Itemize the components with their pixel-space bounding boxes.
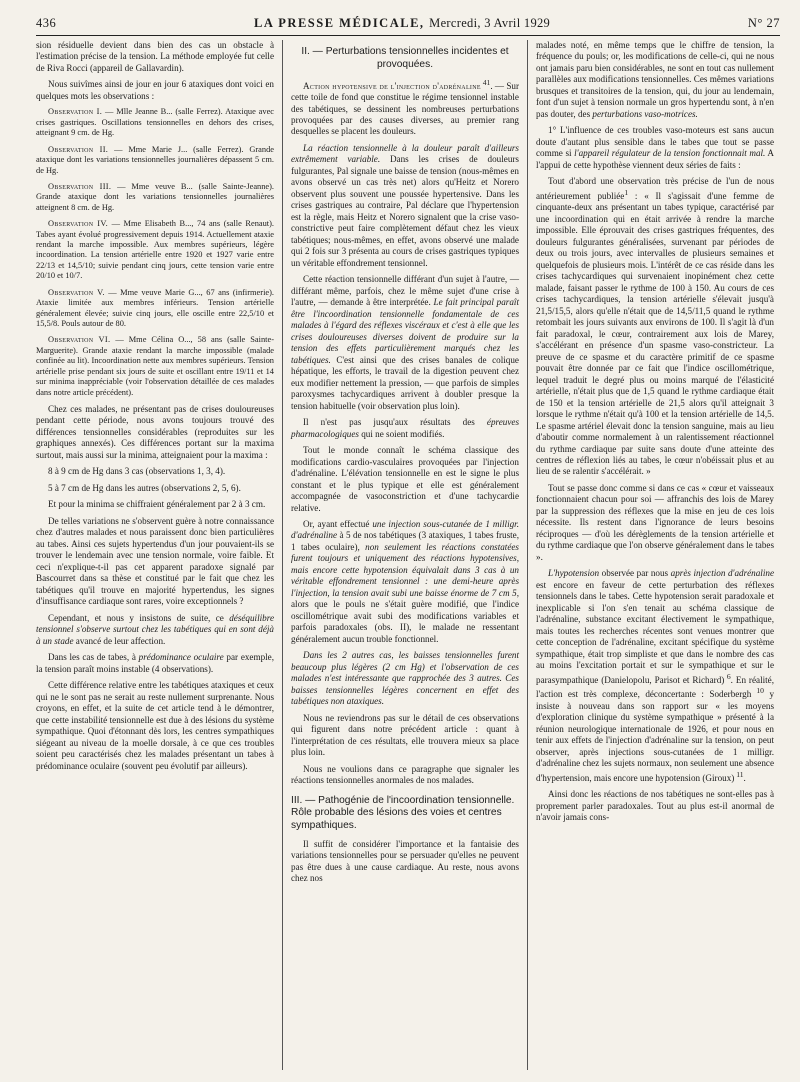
column-1: [36, 40, 282, 1070]
footnote-ref: 6: [724, 671, 731, 681]
paragraph: [536, 40, 774, 120]
observation-label: Observation V.: [48, 287, 105, 297]
footnote-ref: 1: [624, 187, 629, 197]
paragraph: Et pour la minima se chiffraient généralement par 2 à 3 cm.: [48, 499, 266, 510]
text-run: 1° L'influence de ces troubles vaso-moteurs est sans aucun doute d'autant plus sensible dans le tabes que tout se passe comme si: [536, 125, 774, 159]
paragraph: [536, 125, 774, 171]
italic-run: déséquilibre tensionnel s'observe surtout chez les tabétiques qui en sont déjà à un stade: [36, 612, 274, 646]
paragraph: [291, 143, 519, 269]
observation-1: [36, 107, 274, 138]
observation-3: [36, 182, 274, 213]
paragraph: Tout se passe donc comme si dans ce cas « cœur et vaisseaux fonctionnaient chacun pour soi — affranchis des lois de Marey par la suppression des réflexes que la mise en jeu de ces lois nécessite. Ils restent dans l'ignorance de leurs besoins réciproques — d'où les dérèglements de la tension artérielle et du rythme cardiaque que l'on observe généralement dans le tabes ».: [536, 482, 774, 562]
page-header: [36, 10, 780, 36]
run-in-heading: Action hypotensive de l'injection d'adrénaline: [303, 80, 481, 91]
paragraph: [36, 613, 274, 647]
observation-label: Observation II.: [48, 144, 109, 154]
text-run: . En réalité, l'action est très complexe, déconcertante : Soderbergh: [536, 674, 774, 700]
text-run: . — Sur cette toile de fond que constitue le régime tensionnel instable des tabétiques, se dessinent les nombreuses perturbations provoquées par des causes diverses, au premier rang desquelles se placent les douleurs.: [291, 80, 519, 137]
observation-4: [36, 219, 274, 282]
text-run: malades noté, en même temps que le chiffre de tension, la fréquence du pouls; or, les modifications de celle-ci, qui ne nous ont jamais paru bien considérables, ne sont en tout cas nullement parallèles aux modifications tensionnelles. Ces mêmes variations brusques et transitoires de la tension, qui, du jour au lendemain, font d'un sujet à tension normale un gros hypertendu sont, à n'en pas douter, des: [536, 40, 774, 119]
text-run: Dans les crises de douleurs fulgurantes, Pal signale une baisse de tension (nous-mêmes en avons observé un cas très net) alors qu'Heitz et Norero observent plus souvent une poussée hypertensive. Dans les crises gastriques au contraire, Pal déclare que l'hypertension est la règle, mais Heitz et Norero signalent que la crise vaso-constrictive peut faire complètement défaut chez les vieux tabétiques; nous-mêmes, en effet, avons observé une malade qui 2 fois sur 3 présenta au cours de crises gastriques typiques un véritable effondrement tensionnel.: [291, 154, 519, 268]
text-run: Cette réaction tensionnelle différant d'un sujet à l'autre, — différant même, parfois, chez le même sujet d'une crise à l'autre, — demande à être interprétée.: [291, 274, 519, 308]
section-heading: III. — Pathogénie de l'incoordination tensionnelle. Rôle probable des lésions des voies et centres sympathiques.: [291, 794, 515, 832]
observation-text: — Mlle Jeanne B... (salle Ferrez). Ataxique avec crises gastriques. Oscillations tensionnelles en dehors des crises, atteignant 9 cm. de Hg.: [36, 107, 275, 138]
italic-run: La réaction tensionnelle à la douleur paraît d'ailleurs extrêmement variable.: [291, 142, 519, 165]
paragraph: [291, 650, 519, 707]
text-run: qui ne soient modifiés.: [358, 428, 445, 439]
text-run: Tout d'abord une observation très précise de l'un de nous antérieurement publiée: [536, 176, 774, 201]
observation-5: [36, 288, 274, 330]
paragraph: Tout le monde connaît le schéma classique des modifications cardio-vasculaires provoquées par l'injection d'adrénaline. L'élévation tensionnelle en est le signe le plus constant et le plus typique et elle est généralement accompagnée de vasoconstriction et d'une tachycardie relative.: [291, 445, 519, 513]
footnote-ref: 41: [480, 77, 491, 87]
text-run: Cependant, et nous y insistons de suite, ce: [48, 612, 230, 623]
paragraph: Nous suivîmes ainsi de jour en jour 6 ataxiques dont voici en quelques mots les observations :: [36, 79, 274, 101]
paragraph: Il suffit de considérer l'importance et la fantaisie des variations tensionnelles pour se persuader qu'elles ne peuvent pas être dues à une cause cardiaque. Au reste, nous avons chez nos: [291, 838, 519, 884]
paragraph: 8 à 9 cm de Hg dans 3 cas (observations 1, 3, 4).: [48, 466, 226, 477]
text-run: C'est ainsi que des crises banales de colique hépatique, les efforts, le travail de la digestion peuvent chez eux modifier nettement la pression, — que parfois de simples paroxysmes tachycardiques arrivent à doubler presque la tension habituelle (voir observation plus loin).: [291, 354, 519, 411]
text-run: observée par nous: [599, 568, 671, 579]
paragraph: [536, 176, 774, 478]
journal-name: LA PRESSE MÉDICALE,: [253, 16, 425, 30]
paragraph: [536, 568, 774, 784]
observation-text: — Mme Marie J... (salle Ferrez). Grande ataxique dont les variations tensionnelles journalières dépassent 5 cm. de Hg.: [36, 144, 274, 175]
text-run: par exemple, la tension paraît moins instable (4 observations).: [36, 652, 275, 674]
italic-run: Le fait principal paraît être l'incoordination tensionnelle fondamentale de ces malades à l'égard des réflexes viscéraux et c'est à elle que les crises douloureuses diverses doivent de produire sur la tension des effets particulièrement marqués chez les tabétiques.: [291, 297, 519, 365]
paragraph: De telles variations ne s'observent guère à notre connaissance chez d'autres malades et nous paraissent donc bien particulières au tabes. Ainsi ces sujets hypertendus d'un jour pouvaient-ils se trouver le lendemain avec une tension normale, voire faible. Et ceci n'explique-t-il pas cet apparent paradoxe signalé par Bascourret dans sa thèse et constitué par le fait que chez les tabétiques qu'il trouve en majorité hypertendus, les signes d'insuffisance cardiaque sont rares, voire exceptionnels ?: [36, 515, 274, 607]
observation-text: — Mme veuve Marie G..., 67 ans (infirmerie). Ataxie limitée aux membres inférieurs. Tension artérielle généralement élevée; suivie cinq jours, elle oscille entre 22,5/10 et 15,5/8. Pouls autour de 80.: [36, 287, 274, 329]
text-run: .: [743, 772, 746, 783]
text-run: y insiste à nouveau dans son rapport sur « les moyens d'exploration clinique du système sympathique » présenté à la réunion neurologique internationale de 1926, et pour nous en tenir aux effets de l'injection d'adrénaline sur la tension, on peut observer, après injections sous-cutanées de 1 milligr. d'adrénaline chez les sujets normaux, non seulement une absence d'hypertension, mais encore une hypotension (Giroux): [536, 689, 774, 783]
page-number: 436: [36, 16, 57, 30]
section-heading: II. — Perturbations tensionnelles incidentes et provoquées.: [301, 46, 509, 70]
text-run: A l'appui de cette hypothèse viennent deux séries de faits :: [536, 148, 774, 170]
italic-run: une injection sous-cutanée de 1 milligr. d'adrénaline: [291, 518, 520, 541]
text-run: Il n'est pas jusqu'aux résultats des: [303, 417, 487, 428]
italic-run: l'appareil régulateur de la tension fonctionnait mal.: [574, 148, 766, 159]
observation-text: — Mme Elisabeth B..., 74 ans (salle Renaut). Tabes ayant évolué progressivement depuis 1914. Actuellement ataxie rendant la marche impossible. Aux membres supérieurs, légère incoordination. La tension artérielle entre 1920 et 1927 varie entre 22/13 et 14,5/10; suivie pendant cinq jours, cette tension varie entre 20/10 et 10/7.: [36, 219, 274, 281]
column-3: [528, 40, 774, 1070]
observation-6: [36, 335, 274, 398]
italic-run: non seulement les réactions constatées furent toujours et uniquement des réactions hypotensives, mais encore cette hypotension équivalait dans 3 cas à un véritable effondrement tensionnel : une demi-heure après l'injection, la tension avait subi une baisse énorme de 7 cm 5,: [291, 541, 519, 598]
italic-run: après injection d'adrénaline: [670, 568, 774, 579]
text-run: alors que le pouls ne s'était guère modifié, que l'indice oscillométrique avait subi des modifications variables et parfois paradoxales (obs. II), le malade ne ressentant généralement aucun trouble fonctionnel.: [291, 599, 519, 644]
text-run: Or, ayant effectué: [303, 518, 373, 529]
italic-run: Dans les 2 autres cas, les baisses tensionnelles furent beaucoup plus légères (2 cm Hg) et l'observation de ces malades n'est intéressante que rapprochée des 3 autres. Ces baisses tensionnelles légères concernent en effet des tabétiques non ataxiques.: [291, 650, 519, 707]
italic-run: épreuves pharmacologiques: [291, 417, 519, 439]
paragraph: [36, 652, 274, 675]
paragraph: Cette différence relative entre les tabétiques ataxiques et ceux qui ne le sont pas ne serait au reste nullement surprenante. Nous croyons, en effet, et la suite de cet article tend à le démontrer, que cette instabilité tensionnelle est due à des lésions du système sympathique. Quoi d'étonnant dès lors, les centres sympathiques siégeant au niveau de la moelle dorsale, à ce que ces troubles soient peu caractérisés chez les malades présentant un tabes à prédominance oculaire (souvent peu évolutif par ailleurs).: [36, 680, 274, 771]
journal-title: [254, 16, 550, 31]
paragraph: [291, 274, 519, 412]
text-run: avancé de leur affection.: [73, 635, 166, 646]
paragraph: [291, 417, 519, 440]
observation-label: Observation IV.: [48, 219, 109, 229]
text-run: Dans les cas de tabes, à: [48, 652, 139, 663]
paragraph: [291, 78, 519, 138]
column-2: [282, 40, 528, 1070]
text-run: : « Il s'agissait d'une femme de cinquante-deux ans présentant un tabes typique, caractérisé par une incoordination qui en était arrivée à rendre la marche impossible. Elle éprouvait des crises gastriques fréquentes, des douleurs fulgurantes généralisées, survenant par périodes de deux ou trois jours, avec intervalles de plusieurs semaines et quelquefois de plusieurs mois. L'intérêt de ce cas réside dans les crises tachycardiques qui survenaient inopinément chez cette malade, faisant passer le rythme de 100 à 150. Au cours de ces crises tachycardiques, la tension artérielle s'élevait jusqu'à 21,5/15,5, alors qu'elle n'était que de 14,5/11,5 quand le rythme retombait les jours suivants aux environs de 100. Il s'agit là d'un fait paradoxal, le cœur, contrairement aux lois de Marey, s'accélérant en présence d'un spasme vaso-constricteur. La preuve de ce spasme et du caractère primitif de ce spasme pouvait être donnée par ce fait que l'indice oscillométrique, lequel traduit le degré plus ou moins marqué de l'élasticité artérielle, n'était plus que de 1,5 quand le rythme cardiaque était de 150 et la tension artérielle de 21,5 alors qu'il atteignait 3 lorsque le rythme n'était qu'à 100 et la tension artérielle de 14,5. Le spasme artériel élevait donc la tension sanguine, mais au lieu d'aboutir comme normalement à un ralentissement réactionnel du rythme cardiaque par suite sans doute d'une atteinte des centres de réflexion liés au tabes, le cœur n'obéissait plus et au lieu de se ralentir s'accélérait. »: [536, 190, 774, 477]
observation-label: Observation VI.: [48, 335, 111, 345]
observation-label: Observation I.: [48, 107, 103, 117]
paragraph: Nous ne reviendrons pas sur le détail de ces observations qui figurent dans notre précédent article : quant à l'interprétation de ces résultats, elle trouvera mieux sa place plus loin.: [291, 712, 519, 758]
observation-text: — Mme veuve B... (salle Sainte-Jeanne). Grande ataxique dont les variations tensionnelles journalières atteignent 8 cm. de Hg.: [36, 181, 275, 212]
issue-number: N° 27: [747, 16, 780, 30]
paragraph: [291, 519, 519, 645]
issue-date: Mercredi, 3 Avril 1929: [429, 16, 551, 30]
italic-run: perturbations vaso-motrices.: [592, 108, 698, 119]
paragraph: 5 à 7 cm de Hg dans les autres (observations 2, 5, 6).: [48, 482, 241, 493]
paragraph: Chez ces malades, ne présentant pas de crises douloureuses pendant cette période, nous avons toujours trouvé des différences tensionnelles considérables (reproduites sur les graphiques annexés). Ces différences portant sur la maxima surtout, mais aussi sur la minima, atteignaient pour la maxima :: [36, 403, 274, 460]
observation-2: [36, 145, 274, 176]
text-run: à 5 de nos tabétiques (3 ataxiques, 1 tabes fruste, 1 tabes oculaire),: [291, 530, 519, 552]
paragraph: sion résiduelle devient dans bien des cas un obstacle à l'estimation précise de la tension. La méthode employée fut celle de Riva Rocci (appareil de Gallavardin).: [36, 40, 274, 73]
italic-run: L'hypotension: [548, 568, 600, 579]
observation-label: Observation III.: [48, 181, 112, 191]
observation-text: — Mme Célina O..., 58 ans (salle Sainte-Marguerite). Grande ataxie rendant la marche impossible (malade confinée au lit). Incoordination nette aux membres supérieurs. Tension artérielle prise pendant six jours de suite et oscillant entre 19/11 et 14 sur minima inappréciable (voir l'observation détaillée de ces malades dans notre article précédent).: [36, 335, 274, 397]
paragraph: Nous ne voulions dans ce paragraphe que signaler les réactions tensionnelles anormales de nos malades.: [291, 763, 519, 786]
text-run: est encore en faveur de cette perturbation des réflexes tensionnels dans le tabes. Cette hypotension serait paradoxale et inexplicable si l'on s'en tenait au schéma classique de l'adrénaline, substance excitant électivement le sympathique, mais toutes les recherches récentes sont venues montrer que cette conception de l'adrénaline, excitant spécifique du système sympathique, était trop simpliste et que dans le nombre des cas au moins l'excitation portait et sur le sympathique et sur le parasympathique (Danielopolu, Parisot et Richard): [536, 579, 774, 685]
italic-run: prédominance oculaire: [138, 652, 224, 663]
article-columns: [36, 40, 780, 1070]
footnote-ref: 10: [751, 686, 764, 696]
paragraph: Ainsi donc les réactions de nos tabétiques ne sont-elles pas à proprement parler paradoxales. Tout au plus est-il anormal de n'avoir jamais cons-: [536, 789, 774, 823]
footnote-ref: 11: [734, 769, 744, 779]
